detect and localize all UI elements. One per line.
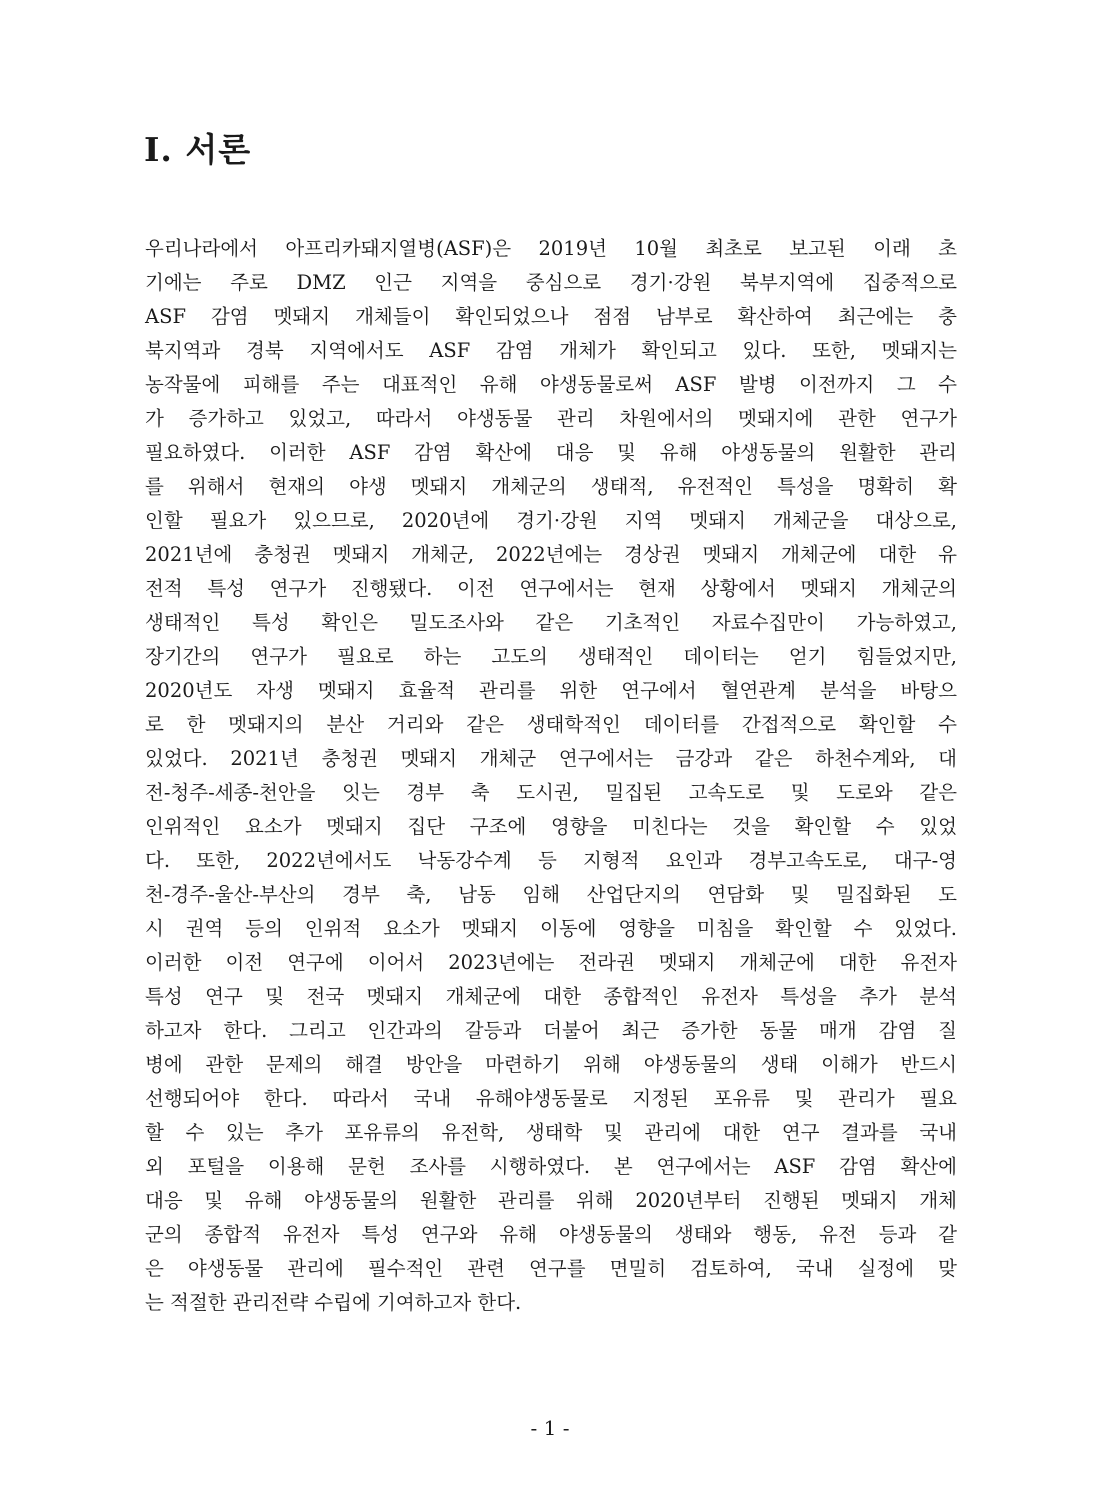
body-line: 생태적인 특성 확인은 밀도조사와 같은 기초적인 자료수집만이 가능하였고, <box>145 611 957 634</box>
body-line: 인위적인 요소가 멧돼지 집단 구조에 영향을 미친다는 것을 확인할 수 있었 <box>145 815 957 838</box>
body-line: ASF 감염 멧돼지 개체들이 확인되었으나 점점 남부로 확산하여 최근에는 충 <box>145 305 957 328</box>
body-line: 장기간의 연구가 필요로 하는 고도의 생태적인 데이터는 얻기 힘들었지만, <box>145 645 957 668</box>
body-line: 병에 관한 문제의 해결 방안을 마련하기 위해 야생동물의 생태 이해가 반드시 <box>145 1053 957 1076</box>
body-line: 필요하였다. 이러한 ASF 감염 확산에 대응 및 유해 야생동물의 원활한 관리 <box>145 441 957 464</box>
body-line: 군의 종합적 유전자 특성 연구와 유해 야생동물의 생태와 행동, 유전 등과 같 <box>145 1223 957 1246</box>
body-line: 북지역과 경북 지역에서도 ASF 감염 개체가 확인되고 있다. 또한, 멧돼지는 <box>145 339 957 362</box>
body-line: 를 위해서 현재의 야생 멧돼지 개체군의 생태적, 유전적인 특성을 명확히 확 <box>145 475 957 498</box>
body-line: 특성 연구 및 전국 멧돼지 개체군에 대한 종합적인 유전자 특성을 추가 분석 <box>145 985 957 1008</box>
body-line: 2020년도 자생 멧돼지 효율적 관리를 위한 연구에서 혈연관계 분석을 바탕으 <box>145 679 957 702</box>
body-line: 전-청주-세종-천안을 잇는 경부 축 도시권, 밀집된 고속도로 및 도로와 같은 <box>145 781 957 804</box>
body-line: 2021년에 충청권 멧돼지 개체군, 2022년에는 경상권 멧돼지 개체군에 대한 유 <box>145 543 957 566</box>
body-line: 시 권역 등의 인위적 요소가 멧돼지 이동에 영향을 미침을 확인할 수 있었다. <box>145 917 957 940</box>
body-line: 인할 필요가 있으므로, 2020년에 경기·강원 지역 멧돼지 개체군을 대상으로, <box>145 509 957 532</box>
body-line: 는 적절한 관리전략 수립에 기여하고자 한다. <box>145 1291 522 1314</box>
section-heading: Ⅰ. 서론 <box>144 130 252 169</box>
body-line: 할 수 있는 추가 포유류의 유전학, 생태학 및 관리에 대한 연구 결과를 국내 <box>145 1121 957 1144</box>
body-line: 농작물에 피해를 주는 대표적인 유해 야생동물로써 ASF 발병 이전까지 그 수 <box>145 373 957 396</box>
body-paragraph <box>145 232 957 1320</box>
body-line: 대응 및 유해 야생동물의 원활한 관리를 위해 2020년부터 진행된 멧돼지 개체 <box>145 1189 957 1212</box>
body-line: 있었다. 2021년 충청권 멧돼지 개체군 연구에서는 금강과 같은 하천수계와, 대 <box>145 747 957 770</box>
page-number: - 1 - <box>530 1416 570 1440</box>
body-line: 전적 특성 연구가 진행됐다. 이전 연구에서는 현재 상황에서 멧돼지 개체군의 <box>145 577 957 600</box>
body-line: 다. 또한, 2022년에서도 낙동강수계 등 지형적 요인과 경부고속도로, 대구-영 <box>145 849 957 872</box>
body-line: 은 야생동물 관리에 필수적인 관련 연구를 면밀히 검토하여, 국내 실정에 맞 <box>145 1257 957 1280</box>
body-line: 기에는 주로 DMZ 인근 지역을 중심으로 경기·강원 북부지역에 집중적으로 <box>145 271 957 294</box>
body-line: 외 포털을 이용해 문헌 조사를 시행하였다. 본 연구에서는 ASF 감염 확산에 <box>145 1155 957 1178</box>
body-line: 선행되어야 한다. 따라서 국내 유해야생동물로 지정된 포유류 및 관리가 필요 <box>145 1087 957 1110</box>
body-line: 이러한 이전 연구에 이어서 2023년에는 전라권 멧돼지 개체군에 대한 유전자 <box>145 951 957 974</box>
body-line: 하고자 한다. 그리고 인간과의 갈등과 더불어 최근 증가한 동물 매개 감염 질 <box>145 1019 957 1042</box>
body-line: 우리나라에서 아프리카돼지열병(ASF)은 2019년 10월 최초로 보고된 이래 초 <box>145 237 957 260</box>
body-line: 천-경주-울산-부산의 경부 축, 남동 임해 산업단지의 연담화 및 밀집화된 도 <box>145 883 957 906</box>
body-line: 가 증가하고 있었고, 따라서 야생동물 관리 차원에서의 멧돼지에 관한 연구가 <box>145 407 957 430</box>
body-line: 로 한 멧돼지의 분산 거리와 같은 생태학적인 데이터를 간접적으로 확인할 수 <box>145 713 957 736</box>
